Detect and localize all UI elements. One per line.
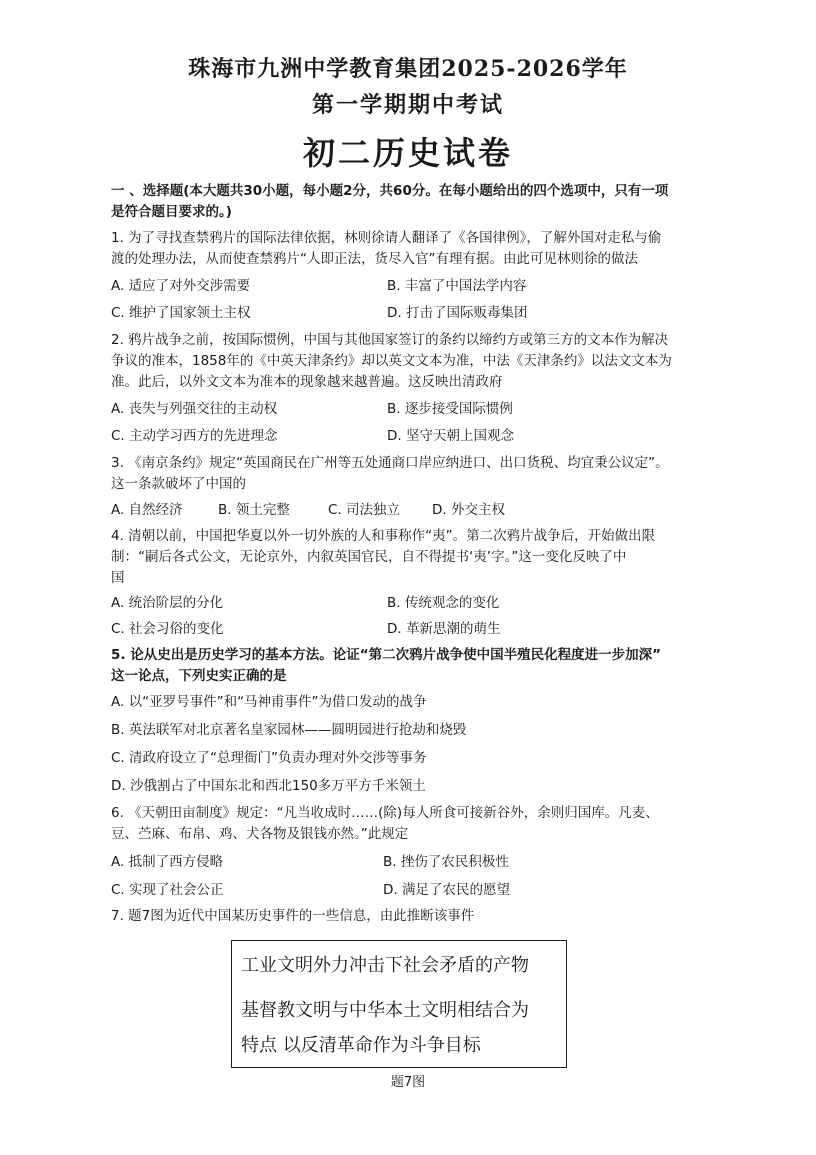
q7-stem-line1: 7. 题7图为近代中国某历史事件的一些信息，由此推断该事件 bbox=[111, 908, 475, 924]
q2-stem-line1: 2. 鸦片战争之前，按国际惯例，中国与其他国家签订的条约以缔约方或第三方的文本作为解决 bbox=[111, 332, 669, 348]
section-instructions-line1: 一 、选择题(本大题共30小题，每小题2分，共60分。在每小题给出的四个选项中，只有一项 bbox=[111, 183, 669, 199]
q1-option-a: A. 适应了对外交涉需要 bbox=[111, 278, 251, 294]
q3-option-c: C. 司法独立 bbox=[328, 502, 401, 518]
q4-stem-line2: 制：“嗣后各式公文，无论京外，内叙英国官民，自不得提书‘夷’字。”这一变化反映了中 bbox=[111, 549, 627, 565]
q1-option-b: B. 丰富了中国法学内容 bbox=[387, 278, 527, 294]
exam-title-term: 第一学期期中考试 bbox=[311, 92, 504, 118]
exam-title-school: 珠海市九洲中学教育集团2025-2026学年 bbox=[188, 56, 628, 82]
q1-stem-line1: 1. 为了寻找查禁鸦片的国际法律依据，林则徐请人翻译了《各国律例》，了解外国对走私与偷 bbox=[111, 230, 662, 246]
q4-option-b: B. 传统观念的变化 bbox=[387, 595, 500, 611]
q3-stem-line2: 这一条款破坏了中国的 bbox=[111, 476, 246, 492]
q5-option-a: A. 以“亚罗号事件”和“马神甫事件”为借口发动的战争 bbox=[111, 694, 427, 710]
q2-option-d: D. 坚守天朝上国观念 bbox=[387, 428, 514, 444]
q2-option-c: C. 主动学习西方的先进理念 bbox=[111, 428, 278, 444]
q4-option-c: C. 社会习俗的变化 bbox=[111, 621, 224, 637]
q3-option-a: A. 自然经济 bbox=[111, 502, 183, 518]
section-instructions-line2: 是符合题目要求的。) bbox=[111, 204, 232, 220]
q4-option-a: A. 统治阶层的分化 bbox=[111, 595, 224, 611]
q7-figure-line2: 基督教文明与中华本土文明相结合为 bbox=[241, 1000, 529, 1021]
q5-option-d: D. 沙俄割占了中国东北和西北150多万平方千米领土 bbox=[111, 778, 426, 794]
q1-option-d: D. 打击了国际贩毒集团 bbox=[387, 305, 528, 321]
q5-option-c: C. 清政府设立了“总理衙门”负责办理对外交涉等事务 bbox=[111, 750, 427, 766]
q5-stem-line2: 这一论点，下列史实正确的是 bbox=[111, 668, 287, 684]
q5-stem-line1: 5. 论从史出是历史学习的基本方法。论证“第二次鸦片战争使中国半殖民化程度进一步加深” bbox=[111, 647, 661, 663]
q4-stem-line1: 4. 清朝以前，中国把华夏以外一切外族的人和事称作“夷”。第二次鸦片战争后，开始做出限 bbox=[111, 528, 656, 544]
q6-stem-line1: 6. 《天朝田亩制度》规定：“凡当收成时……(除)每人所食可接新谷外，余则归国库。凡麦、 bbox=[111, 805, 659, 821]
q7-figure-line1: 工业文明外力冲击下社会矛盾的产物 bbox=[241, 955, 529, 976]
q1-stem-line2: 渡的处理办法，从而使查禁鸦片“人即正法，货尽入官”有理有据。由此可见林则徐的做法 bbox=[111, 251, 638, 267]
q6-option-c: C. 实现了社会公正 bbox=[111, 882, 224, 898]
q5-option-b: B. 英法联军对北京著名皇家园林——圆明园进行抢劫和烧毁 bbox=[111, 722, 467, 738]
q7-figure-line3: 特点 以反清革命作为斗争目标 bbox=[241, 1035, 481, 1056]
q6-option-a: A. 抵制了西方侵略 bbox=[111, 854, 224, 870]
q4-option-d: D. 革新思潮的萌生 bbox=[387, 621, 501, 637]
q2-stem-line3: 准。此后，以外文文本为准本的现象越来越普遍。这反映出清政府 bbox=[111, 374, 503, 390]
q3-option-b: B. 领土完整 bbox=[218, 502, 290, 518]
q6-stem-line2: 豆、苎麻、布帛、鸡、犬各物及银钱亦然。”此规定 bbox=[111, 826, 409, 842]
q4-stem-line3: 国 bbox=[111, 570, 125, 586]
q7-figure-caption: 题7图 bbox=[390, 1075, 426, 1090]
q6-option-d: D. 满足了农民的愿望 bbox=[383, 882, 510, 898]
q3-option-d: D. 外交主权 bbox=[432, 502, 505, 518]
q2-option-b: B. 逐步接受国际惯例 bbox=[387, 401, 513, 417]
exam-title-subject: 初二历史试卷 bbox=[302, 134, 513, 172]
q2-stem-line2: 争议的准本，1858年的《中英天津条约》却以英文文本为准，中法《天津条约》以法文文本为 bbox=[111, 353, 672, 369]
q7-figure-box bbox=[231, 940, 567, 1068]
q6-option-b: B. 挫伤了农民积极性 bbox=[383, 854, 509, 870]
q1-option-c: C. 维护了国家领土主权 bbox=[111, 305, 251, 321]
q2-option-a: A. 丧失与列强交往的主动权 bbox=[111, 401, 278, 417]
q3-stem-line1: 3. 《南京条约》规定“英国商民在广州等五处通商口岸应纳进口、出口货税、均宜秉公议定”。 bbox=[111, 455, 669, 471]
